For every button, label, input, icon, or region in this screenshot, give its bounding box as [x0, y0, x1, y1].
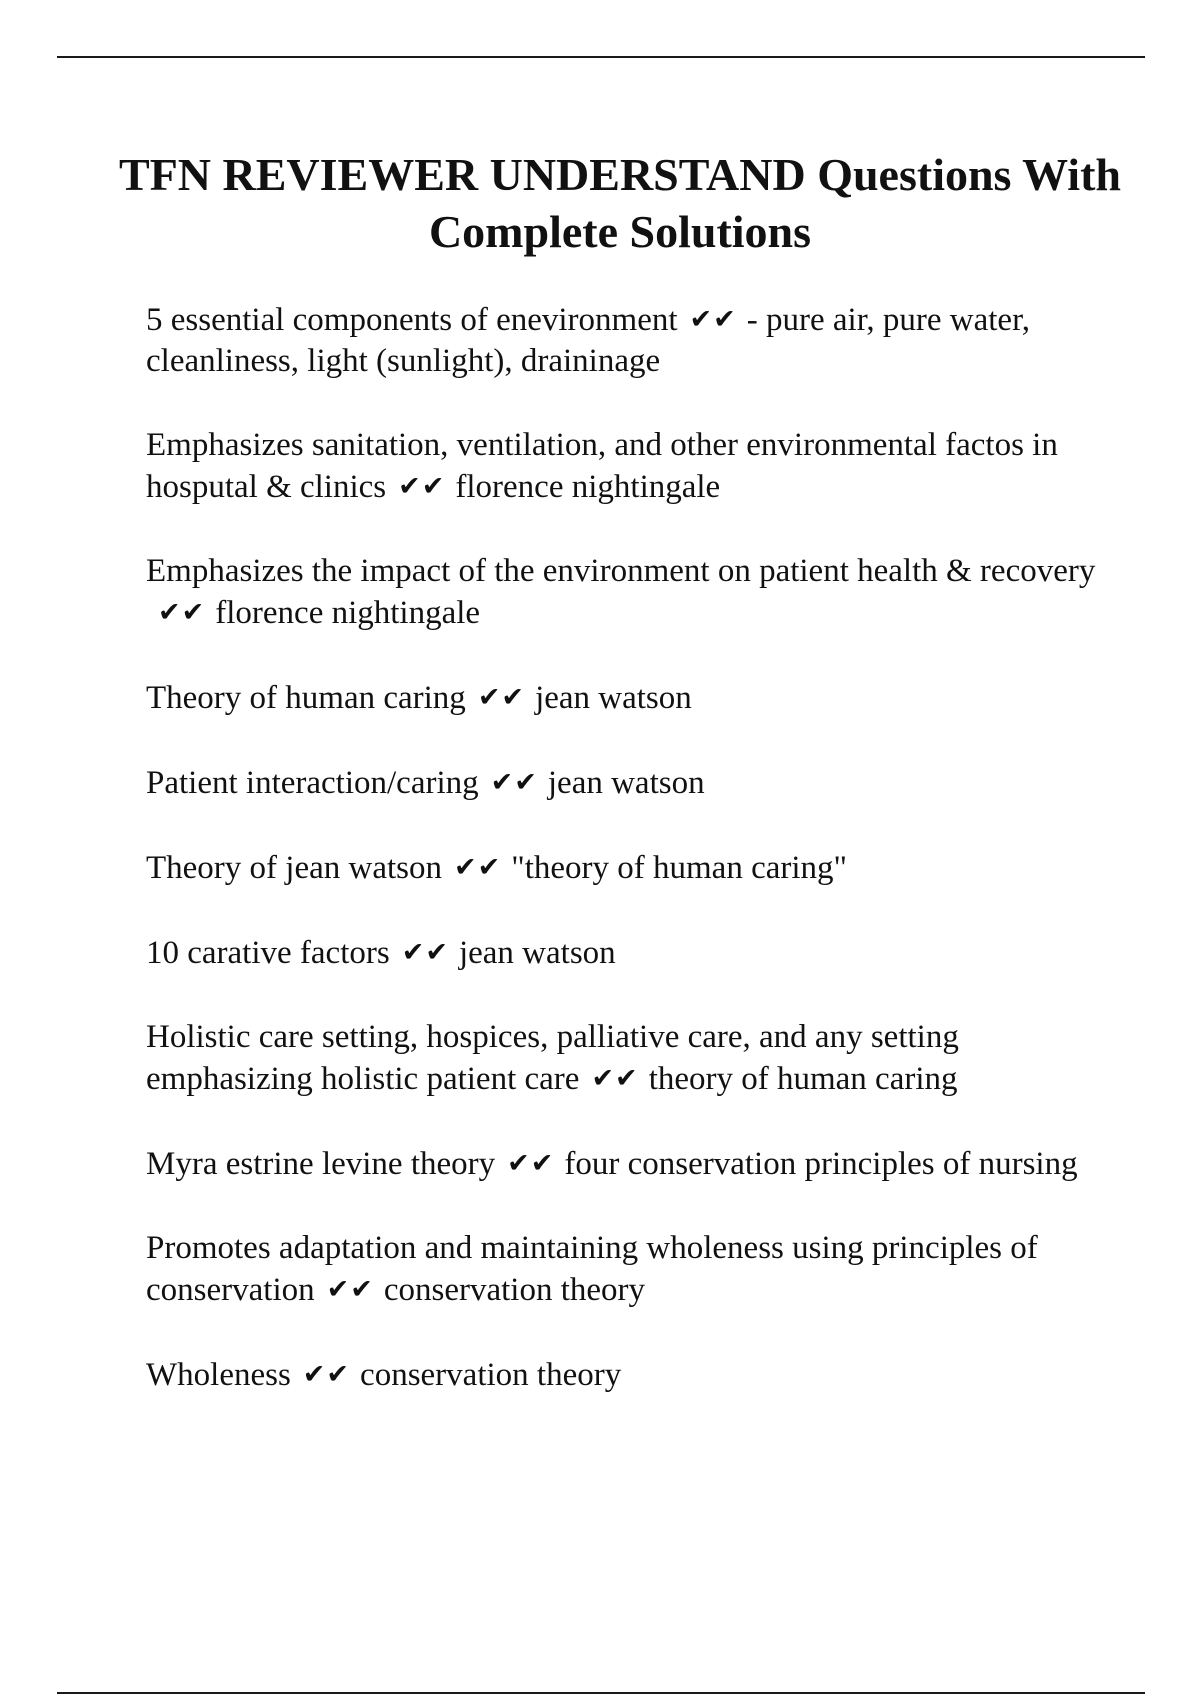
qa-item [146, 677, 1106, 719]
check-mark-icon: ✔✔ [591, 1063, 639, 1094]
qa-item [146, 299, 1106, 382]
question-text: Theory of human caring [146, 680, 466, 716]
qa-item [146, 1017, 1106, 1100]
check-mark-icon: ✔✔ [158, 597, 206, 628]
check-mark-icon: ✔✔ [398, 471, 446, 502]
check-mark-icon: ✔✔ [454, 852, 502, 883]
answer-text: - pure air, pure water, cleanliness, light (sunlight), draininage [146, 302, 1030, 379]
question-text: Patient interaction/caring [146, 765, 479, 801]
check-mark-icon: ✔✔ [401, 937, 449, 968]
check-mark-icon: ✔✔ [302, 1359, 351, 1390]
answer-text: florence nightingale [215, 595, 481, 631]
bottom-rule [57, 1692, 1145, 1694]
question-text: Promotes adaptation and maintaining wholeness using principles of conservation [146, 1230, 1038, 1308]
answer-text: jean watson [547, 765, 705, 801]
answer-text: conservation theory [360, 1357, 622, 1393]
qa-item [146, 1354, 1106, 1396]
answer-text: florence nightingale [455, 469, 721, 505]
check-mark-icon: ✔✔ [477, 682, 526, 713]
question-text: Emphasizes sanitation, ventilation, and other environmental factos in hosputal & clinics [146, 427, 1058, 505]
check-mark-icon: ✔✔ [689, 304, 737, 335]
document-title: TFN REVIEWER UNDERSTAND Questions With Complete Solutions [119, 149, 1121, 257]
question-text: 10 carative factors [146, 935, 390, 971]
qa-item [146, 1143, 1106, 1185]
question-text: Myra estrine levine theory [146, 1146, 496, 1182]
qa-item [146, 1228, 1106, 1311]
question-text: Holistic care setting, hospices, palliative care, and any setting emphasizing holistic patient care [146, 1019, 959, 1097]
question-text: Wholeness [146, 1357, 291, 1393]
question-text: 5 essential components of enevironment [146, 302, 678, 338]
top-rule [57, 56, 1145, 58]
answer-text: jean watson [535, 680, 692, 716]
qa-item [146, 762, 1106, 804]
question-text: Emphasizes the impact of the environment on patient health & recovery [146, 553, 1096, 589]
check-mark-icon: ✔✔ [490, 767, 538, 798]
check-mark-icon: ✔✔ [326, 1274, 374, 1305]
check-mark-icon: ✔✔ [507, 1148, 555, 1179]
qa-item [146, 551, 1106, 634]
answer-text: conservation theory [383, 1272, 646, 1308]
answer-text: jean watson [458, 935, 616, 971]
answer-text: theory of human caring [648, 1061, 958, 1097]
question-text: Theory of jean watson [146, 850, 442, 886]
answer-text: four conservation principles of nursing [564, 1146, 1078, 1182]
qa-item [146, 425, 1106, 508]
qa-item [146, 932, 1106, 974]
qa-item [146, 847, 1106, 889]
qa-list [146, 299, 1106, 1439]
answer-text: "theory of human caring" [511, 850, 848, 886]
